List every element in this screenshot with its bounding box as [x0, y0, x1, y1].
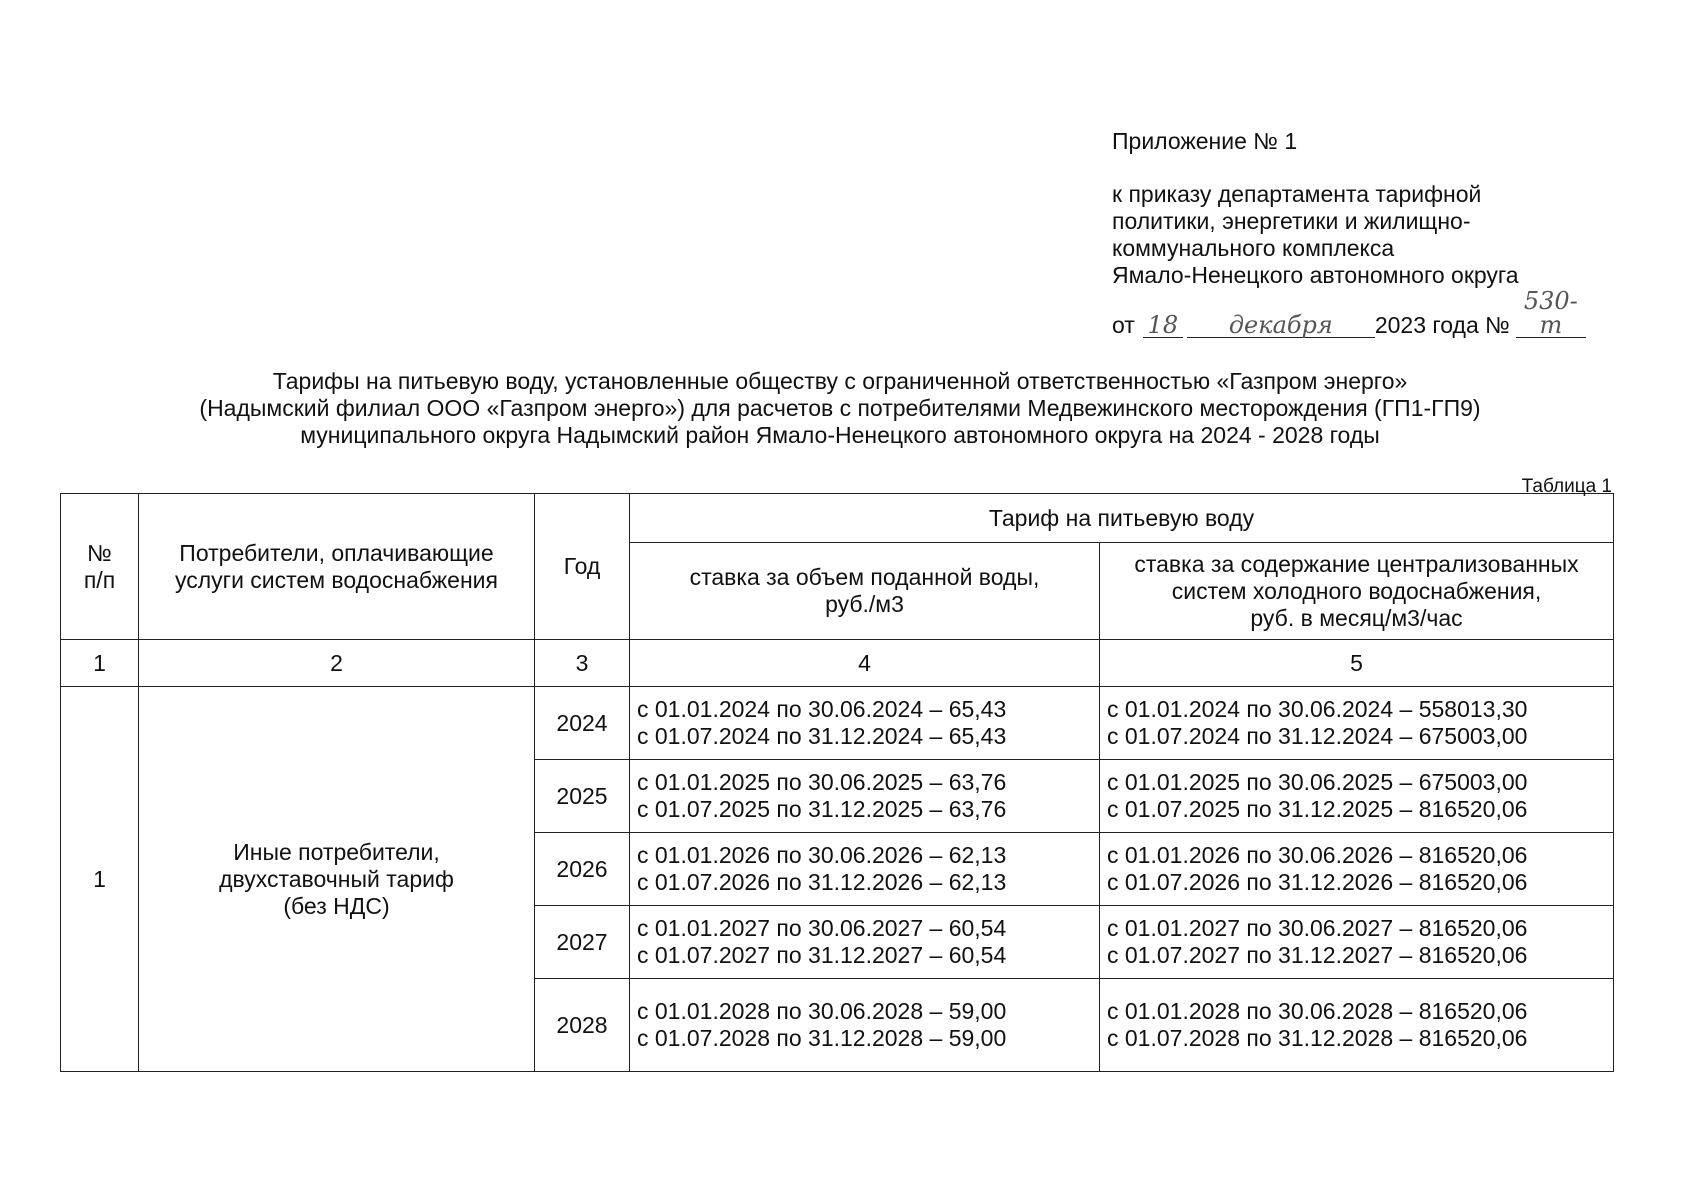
- appendix-date-line: [1112, 289, 1652, 339]
- column-number: 3: [535, 640, 630, 687]
- maintenance-rate-cell: с 01.01.2026 по 30.06.2026 – 816520,06 с 01.07.2026 по 31.12.2026 – 816520,06: [1100, 833, 1614, 906]
- maintenance-rate-cell: с 01.01.2027 по 30.06.2027 – 816520,06 с 01.07.2027 по 31.12.2027 – 816520,06: [1100, 906, 1614, 979]
- header-year: Год: [535, 494, 630, 640]
- date-year: 2023 года №: [1374, 312, 1510, 338]
- year-cell: 2028: [535, 979, 630, 1072]
- column-number-row: [61, 640, 1614, 687]
- maintenance-rate-cell: с 01.01.2028 по 30.06.2028 – 816520,06 с 01.07.2028 по 31.12.2028 – 816520,06: [1100, 979, 1614, 1072]
- column-number: 5: [1100, 640, 1614, 687]
- column-number: 1: [61, 640, 139, 687]
- appendix-line: коммунального комплекса: [1112, 235, 1395, 261]
- column-number: 2: [139, 640, 535, 687]
- header-rate-maintenance: ставка за содержание централизованных систем холодного водоснабжения, руб. в месяц/м3/час: [1100, 543, 1614, 640]
- volume-rate-cell: с 01.01.2024 по 30.06.2024 – 65,43 с 01.07.2024 по 31.12.2024 – 65,43: [630, 687, 1100, 760]
- consumer-cell: Иные потребители, двухставочный тариф (без НДС): [139, 687, 535, 1072]
- handwritten-order-number: 530-т: [1516, 289, 1586, 338]
- document-title: [60, 368, 1620, 449]
- handwritten-day: 18: [1143, 313, 1183, 338]
- title-line: (Надымский филиал ООО «Газпром энерго») для расчетов с потребителями Медвежинского месторождения (ГП1-ГП9): [199, 395, 1481, 421]
- table-row: [61, 687, 1614, 760]
- volume-rate-cell: с 01.01.2025 по 30.06.2025 – 63,76 с 01.07.2025 по 31.12.2025 – 63,76: [630, 760, 1100, 833]
- year-cell: 2027: [535, 906, 630, 979]
- maintenance-rate-cell: с 01.01.2025 по 30.06.2025 – 675003,00 с 01.07.2025 по 31.12.2025 – 816520,06: [1100, 760, 1614, 833]
- volume-rate-cell: с 01.01.2027 по 30.06.2027 – 60,54 с 01.07.2027 по 31.12.2027 – 60,54: [630, 906, 1100, 979]
- header-row: [61, 494, 1614, 543]
- year-cell: 2025: [535, 760, 630, 833]
- handwritten-month: декабря: [1187, 313, 1375, 338]
- table-label: Таблица 1: [1521, 476, 1612, 497]
- column-number: 4: [630, 640, 1100, 687]
- title-line: муниципального округа Надымский район Ямало-Ненецкого автономного округа на 2024 - 2028 годы: [300, 422, 1380, 448]
- header-number: № п/п: [61, 494, 139, 640]
- row-number: 1: [61, 687, 139, 1072]
- header-consumers: Потребители, оплачивающие услуги систем водоснабжения: [139, 494, 535, 640]
- volume-rate-cell: с 01.01.2026 по 30.06.2026 – 62,13 с 01.07.2026 по 31.12.2026 – 62,13: [630, 833, 1100, 906]
- header-rate-volume: ставка за объем поданной воды, руб./м3: [630, 543, 1100, 640]
- tariff-table: [60, 493, 1614, 1072]
- title-line: Тарифы на питьевую воду, установленные обществу с ограниченной ответственностью «Газпром энерго»: [272, 368, 1408, 394]
- header-tariff: Тариф на питьевую воду: [630, 494, 1614, 543]
- appendix-title: Приложение № 1: [1112, 128, 1298, 154]
- year-cell: 2024: [535, 687, 630, 760]
- maintenance-rate-cell: с 01.01.2024 по 30.06.2024 – 558013,30 с 01.07.2024 по 31.12.2024 – 675003,00: [1100, 687, 1614, 760]
- appendix-block: [1112, 128, 1652, 339]
- volume-rate-cell: с 01.01.2028 по 30.06.2028 – 59,00 с 01.07.2028 по 31.12.2028 – 59,00: [630, 979, 1100, 1072]
- appendix-line: политики, энергетики и жилищно-: [1112, 208, 1471, 234]
- appendix-line: к приказу департамента тарифной: [1112, 181, 1482, 207]
- appendix-line: Ямало-Ненецкого автономного округа: [1112, 262, 1519, 288]
- year-cell: 2026: [535, 833, 630, 906]
- date-prefix: от: [1112, 312, 1135, 338]
